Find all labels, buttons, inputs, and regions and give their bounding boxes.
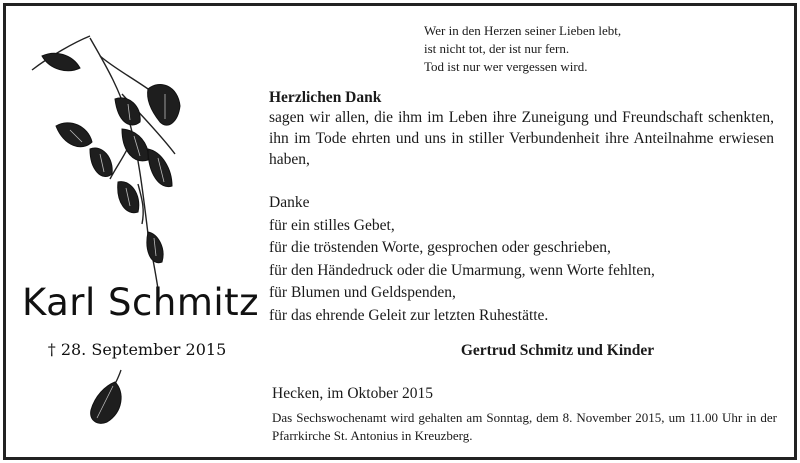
danke-label: Danke (269, 194, 310, 211)
list-item: für die tröstenden Worte, gesprochen oder geschrieben, (269, 239, 611, 256)
list-item: für das ehrende Geleit zur letzten Ruhestätte. (269, 306, 549, 324)
list-item: für ein stilles Gebet, (269, 216, 395, 234)
motto-line: Tod ist nur wer vergessen wird. (424, 59, 588, 74)
motto (424, 22, 621, 76)
motto-line: Wer in den Herzen seiner Lieben lebt, (424, 23, 622, 38)
deceased-name: Karl Schmitz (22, 281, 260, 324)
list-item: für den Händedruck oder die Umarmung, wenn Worte fehlten, (269, 261, 655, 279)
mass-notice: Das Sechswochenamt wird gehalten am Sonntag, dem 8. November 2015, um 11.00 Uhr in der Pfarrkirche St. Antonius in Kreuzberg. (272, 410, 777, 443)
death-date: † 28. September 2015 (47, 340, 227, 359)
thanks-list (269, 192, 655, 327)
leaf-icon (85, 368, 127, 428)
motto-line: ist nicht tot, der ist nur fern. (424, 41, 570, 56)
birch-branch-icon (30, 34, 205, 294)
signature: Gertrud Schmitz und Kinder (460, 342, 655, 359)
list-item: für Blumen und Geldspenden, (269, 284, 456, 301)
place-date: Hecken, im Oktober 2015 (272, 385, 433, 402)
thanks-body: sagen wir allen, die ihm im Leben ihre Zuneigung und Freundschaft schenkten, ihn im Tode ehrten und uns in stiller Verbundenheit ihre Anteilnahme erwiesen haben, (269, 109, 774, 168)
thanks-title: Herzlichen Dank (269, 89, 382, 106)
